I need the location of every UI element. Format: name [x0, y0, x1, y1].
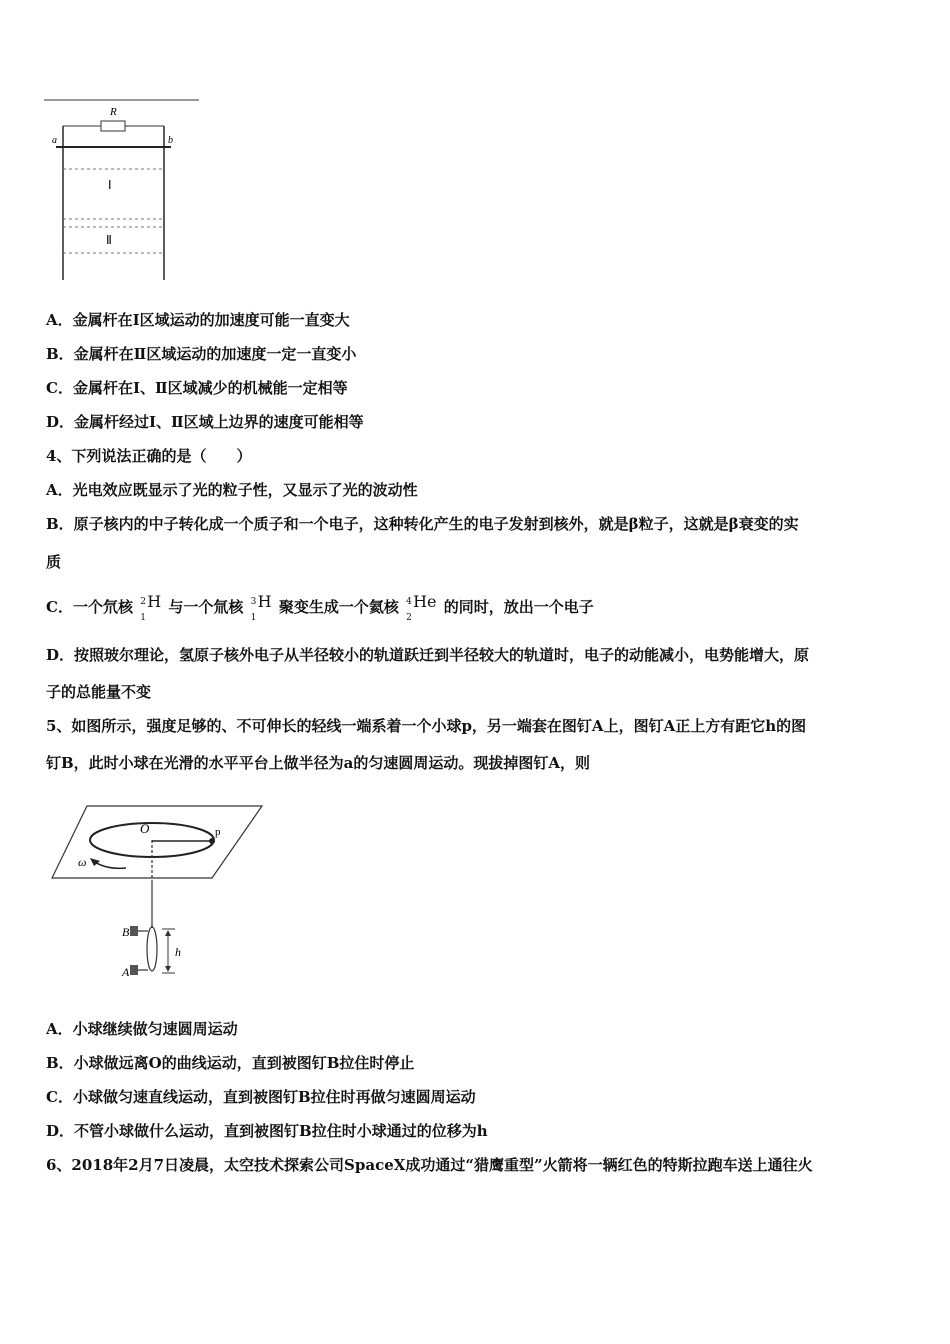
q4-option-a: A．光电效应既显示了光的粒子性，又显示了光的波动性: [46, 481, 418, 499]
q4-option-b-line2: 质: [46, 553, 62, 571]
nail-b-label: B: [122, 925, 130, 939]
region-ii-label: Ⅱ: [106, 233, 112, 247]
center-o-label: O: [140, 821, 150, 836]
q3-option-b: B．金属杆在Ⅱ区域运动的加速度一定一直变小: [46, 345, 357, 363]
tritium-symbol: 3 1 H: [250, 592, 272, 623]
ball-p-label: p: [215, 826, 221, 838]
height-h-label: h: [175, 945, 181, 959]
point-a-label: a: [52, 135, 57, 146]
rail-circuit-figure: [44, 95, 204, 285]
q4-stem: 4、下列说法正确的是（ ）: [46, 447, 252, 465]
nail-a-label: A: [122, 965, 130, 979]
q3-option-c: C．金属杆在Ⅰ、Ⅱ区域减少的机械能一定相等: [46, 379, 348, 397]
q4-option-c-mid2: 聚变生成一个氦核: [278, 598, 399, 616]
q3-option-a: A．金属杆在Ⅰ区域运动的加速度可能一直变大: [46, 311, 350, 329]
q5-stem-line2: 钉B，此时小球在光滑的水平平台上做半径为a的匀速圆周运动。现拔掉图钉A，则: [46, 754, 591, 772]
q4-option-c: [46, 592, 594, 623]
helium-symbol: 4 2 He: [406, 592, 437, 623]
q6-stem-line1: 6、2018年2月7日凌晨，太空技术探索公司SpaceX成功通过“猎鹰重型”火箭将一辆红色的特斯拉跑车送上通往火: [46, 1156, 813, 1174]
q5-option-b: B．小球做远离O的曲线运动，直到被图钉B拉住时停止: [46, 1054, 415, 1072]
q4-option-b-line1: B．原子核内的中子转化成一个质子和一个电子，这种转化产生的电子发射到核外，就是β粒子，这就是β衰变的实: [46, 515, 799, 533]
deuterium-symbol: 2 1 H: [140, 592, 162, 623]
q4-option-d-line1: D．按照玻尔理论，氢原子核外电子从半径较小的轨道跃迁到半径较大的轨道时，电子的动能减小，电势能增大，原: [46, 646, 810, 664]
q5-stem-line1: 5、如图所示，强度足够的、不可伸长的轻线一端系着一个小球p，另一端套在图钉A上，图钉A正上方有距它h的图: [46, 717, 807, 735]
q5-option-c: C．小球做匀速直线运动，直到被图钉B拉住时再做匀速圆周运动: [46, 1088, 476, 1106]
q5-option-a: A．小球继续做匀速圆周运动: [46, 1020, 238, 1038]
q4-option-c-suffix: 的同时，放出一个电子: [443, 598, 594, 616]
q5-option-d: D．不管小球做什么运动，直到被图钉B拉住时小球通过的位移为h: [46, 1122, 488, 1140]
circular-motion-figure: [50, 800, 270, 990]
q4-option-c-prefix: C．一个氘核: [46, 598, 133, 616]
resistor-label: R: [110, 106, 117, 118]
point-b-label: b: [168, 135, 173, 146]
omega-label: ω: [78, 855, 87, 869]
q3-option-d: D．金属杆经过Ⅰ、Ⅱ区域上边界的速度可能相等: [46, 413, 364, 431]
region-i-label: Ⅰ: [108, 178, 112, 192]
q4-option-c-mid1: 与一个氚核: [168, 598, 244, 616]
q4-option-d-line2: 子的总能量不变: [46, 683, 152, 701]
